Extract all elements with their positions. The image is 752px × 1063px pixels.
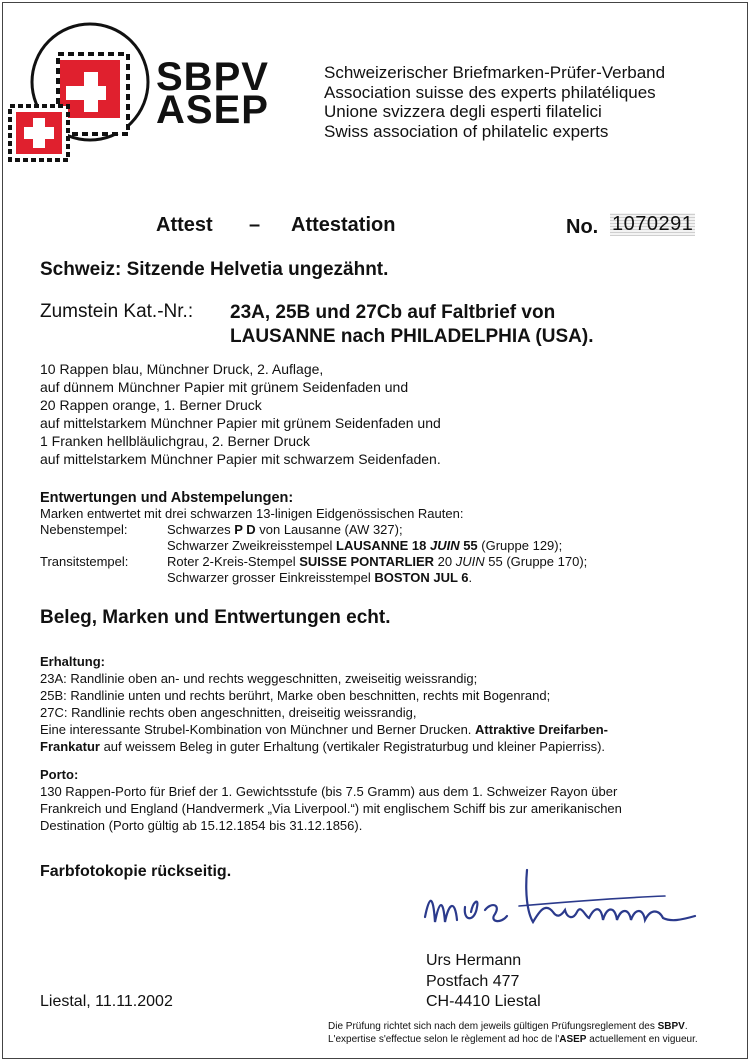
org-name-en: Swiss association of philatelic experts: [324, 121, 609, 141]
org-name-it: Unione svizzera degli esperti filatelici: [324, 102, 602, 121]
neben2-month: JUIN: [429, 538, 460, 553]
footer-line-de: [328, 1021, 698, 1034]
transit1-text: Roter 2-Kreis-Stempel: [167, 554, 300, 569]
condition-l5-text: auf weissem Beleg in guter Erhaltung (vertikaler Registraturbug und kleiner Papierriss).: [99, 739, 606, 754]
footer-fr-text: L'expertise s'effectue selon le règlement ad hoc de l': [328, 1033, 560, 1045]
neben-row-1: [40, 522, 587, 538]
small-stamp-icon: [10, 106, 68, 160]
certificate-no-label: No.: [566, 216, 599, 238]
org-name-fr: Association suisse des experts philatéliques: [324, 82, 656, 102]
transit1-group: 55 (Gruppe 170);: [484, 554, 588, 569]
org-name-de: Schweizerischer Briefmarken-Prüfer-Verband: [324, 63, 666, 82]
porto-line: 130 Rappen-Porto für Brief der 1. Gewichtsstufe (bis 7.5 Gramm) aus dem 1. Schweizer Rayon über: [40, 784, 618, 799]
transit2-text: Schwarzer grosser Einkreisstempel: [167, 570, 375, 585]
handwritten-signature: [415, 862, 725, 942]
title-attest: Attest: [156, 214, 213, 236]
subject-heading: Schweiz: Sitzende Helvetia ungezähnt.: [40, 259, 389, 280]
title-dash: –: [249, 214, 261, 236]
transit-line-2: [167, 570, 472, 586]
footer-line-fr: [328, 1034, 698, 1047]
spacer: [40, 570, 167, 586]
condition-section: [40, 653, 608, 755]
logo-text-asep: ASEP: [156, 88, 269, 132]
spacer: [40, 538, 167, 554]
footer-de-end: .: [684, 1021, 688, 1032]
cancellations-heading: Entwertungen und Abstempelungen:: [40, 490, 294, 506]
condition-l4-text: Eine interessante Strubel-Kombination von Münchner und Berner Drucken.: [40, 722, 476, 737]
description-line: auf dünnem Münchner Papier mit grünem Seidenfaden und: [40, 379, 409, 395]
certificate-number: 1070291: [612, 213, 694, 235]
transit2-end: .: [468, 570, 473, 585]
neben1-rest: von Lausanne (AW 327);: [255, 522, 403, 537]
signer-address-2: CH-4410 Liestal: [426, 993, 541, 1010]
catalog-numbers: [230, 301, 593, 349]
condition-line: 25B: Randlinie unten und rechts berührt, Marke oben beschnitten, rechts mit Bogenrand;: [40, 688, 551, 703]
neben-row-2: [40, 538, 587, 554]
transit-row-1: [40, 554, 587, 570]
footer-fr-end: actuellement en vigueur.: [586, 1033, 698, 1045]
condition-line: 23A: Randlinie oben an- und rechts weggeschnitten, zweiseitig weissrandig;: [40, 671, 478, 686]
signer-address-1: Postfach 477: [426, 972, 520, 990]
logo-text-sbpv: SBPV: [156, 55, 269, 99]
description-line: 1 Franken hellbläulichgrau, 2. Berner Druck: [40, 433, 311, 449]
transit-label: Transitstempel:: [40, 554, 129, 569]
neben2-group: (Gruppe 129);: [477, 538, 563, 553]
condition-l4-bold: Attraktive Dreifarben-: [475, 722, 608, 737]
porto-line: Frankreich und England (Handvermerk „Via Liverpool.“) mit englischem Schiff bis zur amerikanischen: [40, 801, 622, 816]
stamp-description: [40, 360, 441, 468]
signer-block: [426, 951, 541, 1013]
signer-name: Urs Hermann: [426, 952, 522, 969]
neben1-pd: P D: [234, 522, 256, 537]
catalog-line-1: 23A, 25B und 27Cb auf Faltbrief von: [230, 302, 556, 323]
condition-heading: Erhaltung:: [40, 654, 105, 669]
photocopy-note: Farbfotokopie rückseitig.: [40, 863, 232, 880]
cancellations-intro: Marken entwertet mit drei schwarzen 13-linigen Eidgenössischen Rauten:: [40, 506, 464, 521]
footer-note: [328, 1021, 698, 1046]
organization-names: [324, 63, 665, 141]
cancellations-section: [40, 490, 587, 586]
description-line: 20 Rappen orange, 1. Berner Druck: [40, 397, 262, 413]
transit1-place: SUISSE PONTARLIER: [299, 554, 435, 569]
title-attestation: Attestation: [291, 214, 396, 236]
footer-de-org: SBPV: [657, 1021, 685, 1032]
transit-line-1: [167, 554, 587, 570]
condition-line: [40, 721, 608, 738]
neben-label: Nebenstempel:: [40, 522, 128, 537]
neben2-place: LAUSANNE 18: [336, 538, 430, 553]
neben2-text: Schwarzer Zweikreisstempel: [167, 538, 337, 553]
description-line: auf mittelstarkem Münchner Papier mit schwarzem Seidenfaden.: [40, 451, 441, 467]
neben1-text: Schwarzes: [167, 522, 235, 537]
verdict-heading: Beleg, Marken und Entwertungen echt.: [40, 607, 391, 628]
sbpv-logo-emblem: [4, 14, 154, 164]
transit1-day: 20: [434, 554, 456, 569]
neben2-year: 55: [459, 538, 478, 553]
transit2-place: BOSTON JUL 6: [374, 570, 469, 585]
catalog-line-2: LAUSANNE nach PHILADELPHIA (USA).: [230, 326, 594, 347]
description-line: auf mittelstarkem Münchner Papier mit grünem Seidenfaden und: [40, 415, 441, 431]
porto-section: [40, 766, 622, 834]
description-line: 10 Rappen blau, Münchner Druck, 2. Auflage,: [40, 361, 324, 377]
place-date: Liestal, 11.11.2002: [40, 993, 173, 1010]
condition-l5-bold: Frankatur: [40, 739, 100, 754]
porto-heading: Porto:: [40, 767, 79, 782]
footer-fr-org: ASEP: [559, 1033, 587, 1045]
condition-line: [40, 738, 608, 755]
neben-line-1: [167, 522, 403, 538]
catalog-label: Zumstein Kat.-Nr.:: [40, 301, 194, 322]
footer-de-text: Die Prüfung richtet sich nach dem jeweils gültigen Prüfungsreglement des: [328, 1021, 658, 1032]
transit-row-2: [40, 570, 587, 586]
porto-line: Destination (Porto gültig ab 15.12.1854 bis 31.12.1856).: [40, 818, 363, 833]
condition-line: 27C: Randlinie rechts oben angeschnitten, dreiseitig weissrandig,: [40, 705, 417, 720]
transit1-month: JUIN: [455, 554, 485, 569]
neben-line-2: [167, 538, 562, 554]
